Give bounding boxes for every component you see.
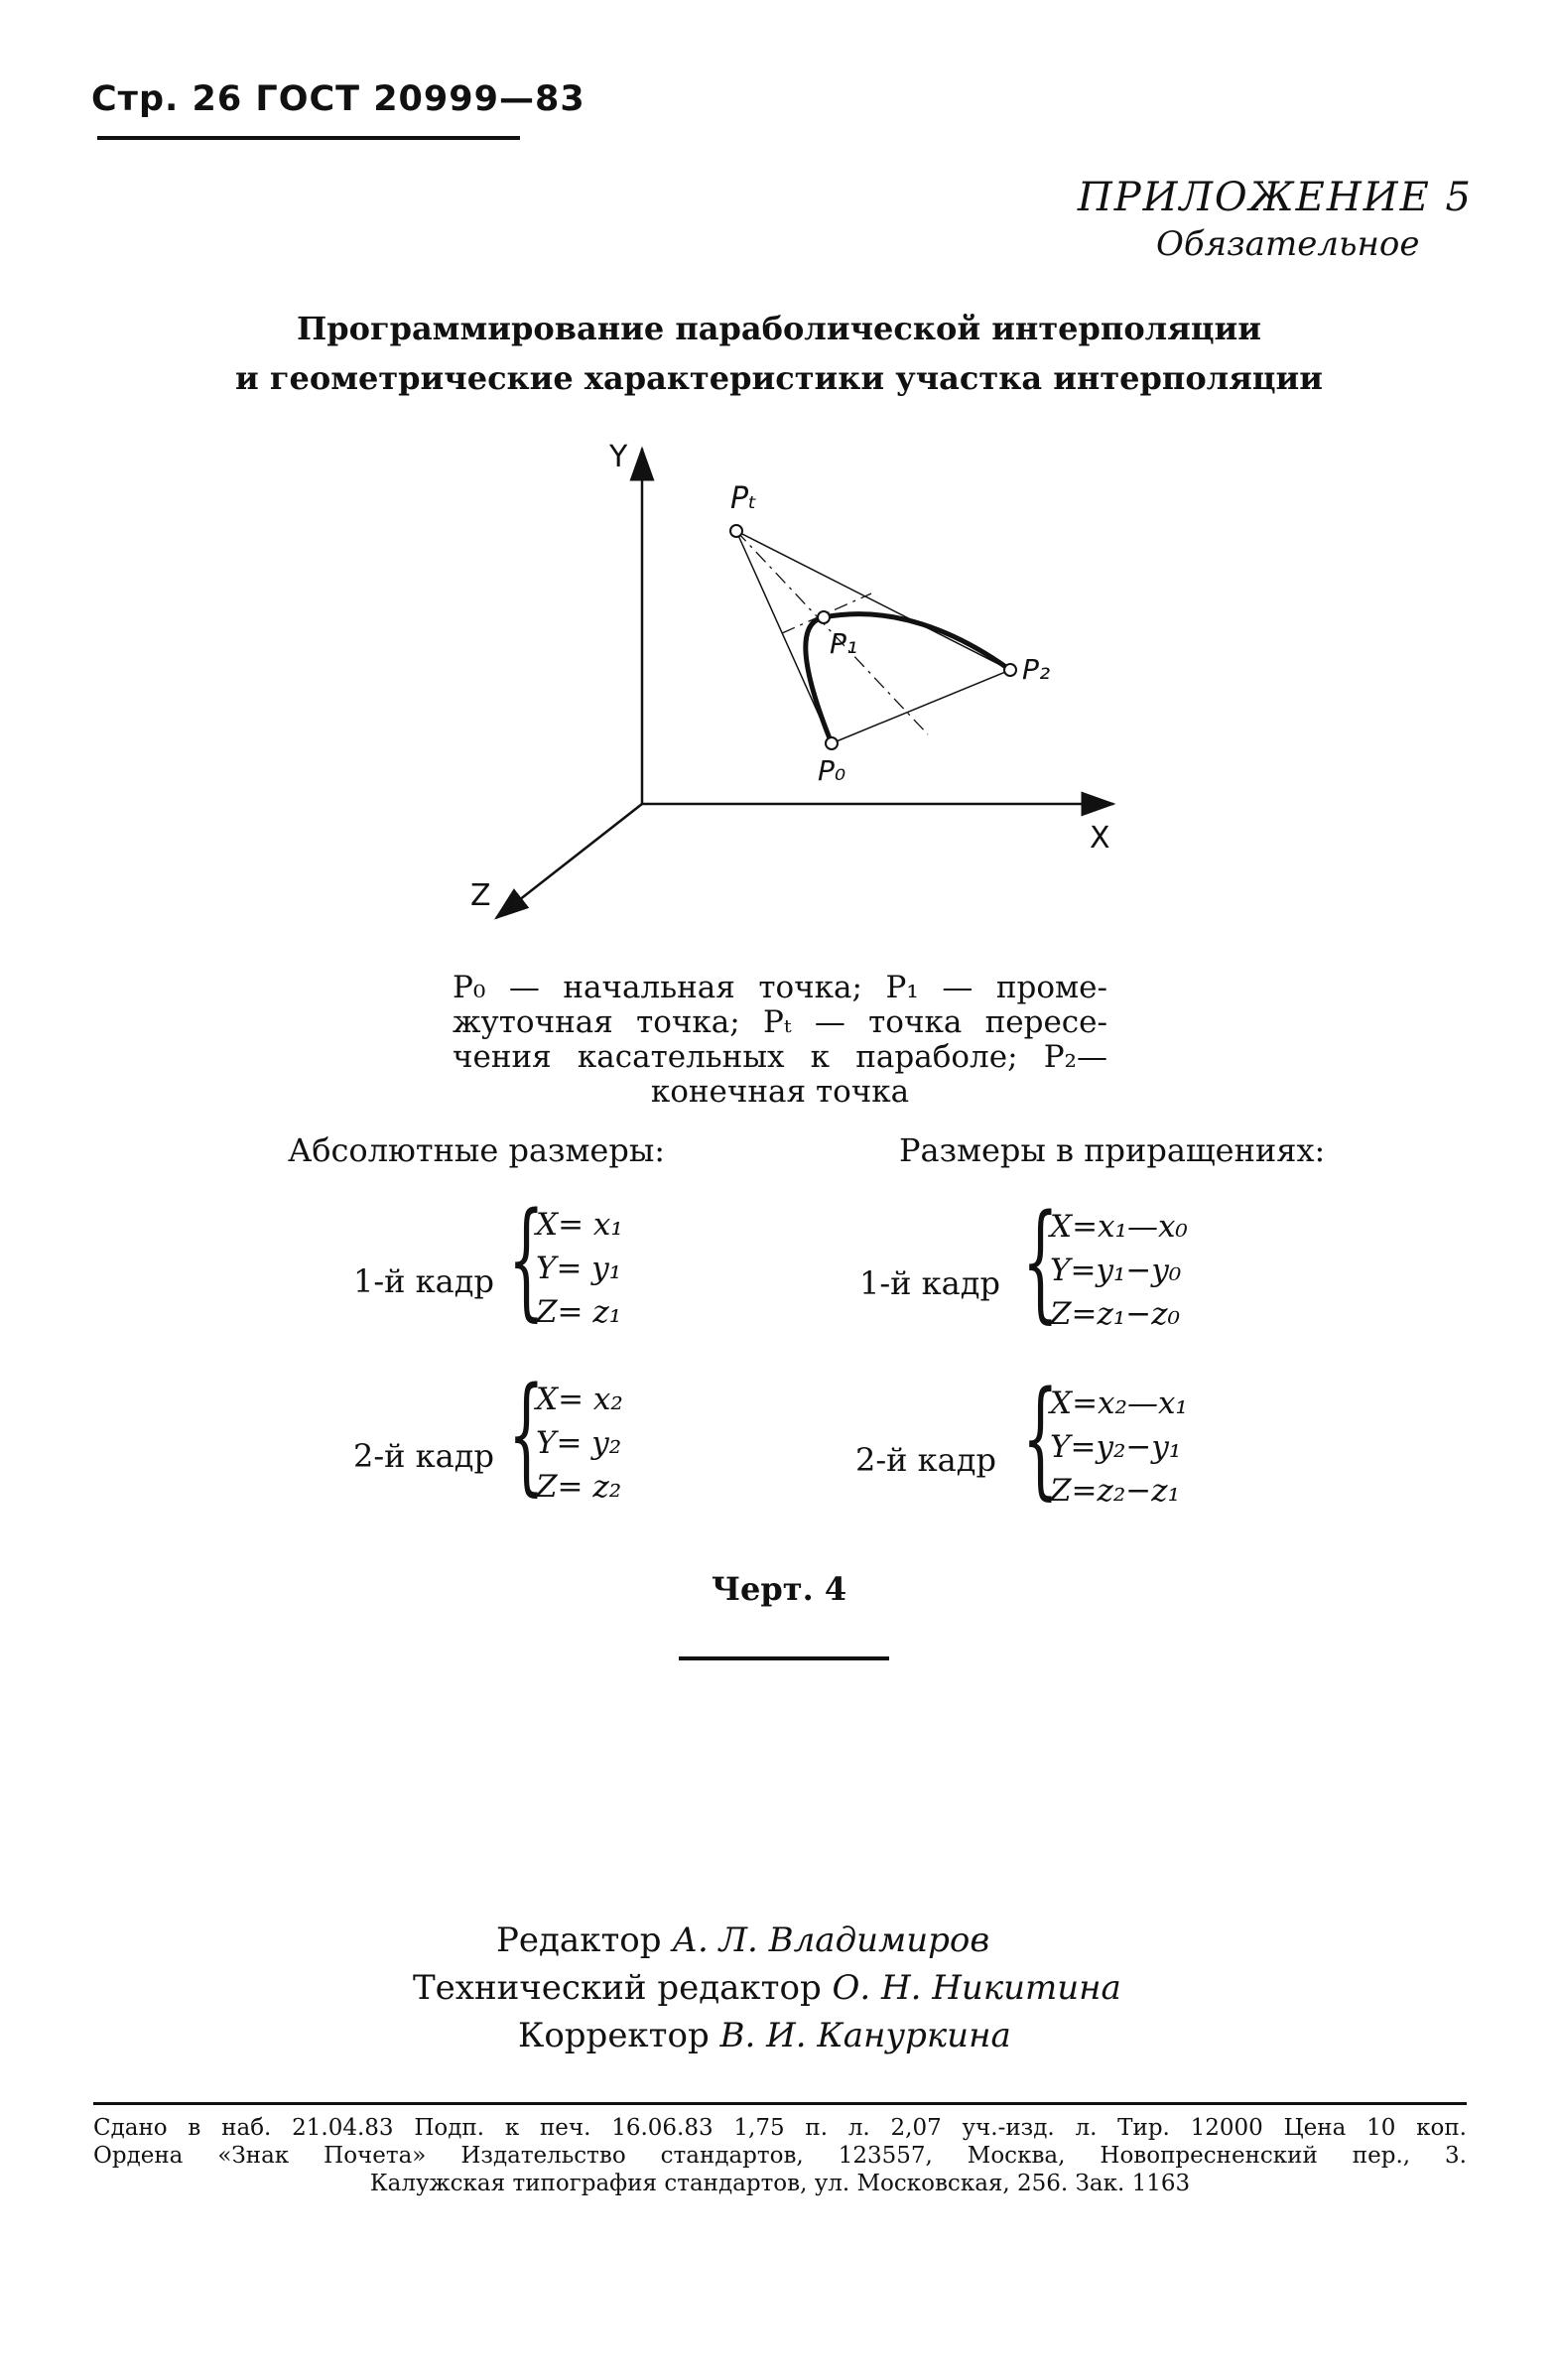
credit-tech-editor	[413, 1968, 1121, 2008]
section-title-line-1: Программирование параболической интерполяции	[297, 310, 1261, 347]
credit-proof-name: В. И. Кануркина	[719, 2016, 1011, 2055]
inc-frame1-x: X=x₁—x₀	[1050, 1209, 1188, 1245]
abs-frame1-equations	[536, 1203, 623, 1334]
inc-frame1-label: 1-й кадр	[859, 1264, 1000, 1302]
caption-line-4: конечная точка	[650, 1074, 910, 1110]
abs-frame1-brace: {	[508, 1186, 545, 1334]
abs-frame2-label: 2-й кадр	[353, 1437, 494, 1475]
tangent-pt-p2	[736, 531, 1010, 670]
appendix-subtitle: Обязательное	[1156, 224, 1420, 264]
imprint-rule	[93, 2102, 1467, 2105]
imprint-line-1: Сдано в наб. 21.04.83 Подп. к печ. 16.06.83 1,75 п. л. 2,07 уч.-изд. л. Тир. 12000 Цена 10 коп.	[93, 2115, 1467, 2141]
inc-frame2-y: Y=y₂−y₁	[1050, 1429, 1182, 1465]
inc-frame1-y: Y=y₁−y₀	[1050, 1253, 1182, 1288]
imprint-line-3: Калужская типография стандартов, ул. Московская, 256. Зак. 1163	[369, 2171, 1191, 2196]
inc-frame2-label: 2-й кадр	[855, 1441, 996, 1479]
abs-frame2-y: Y= y₂	[536, 1425, 622, 1461]
credit-editor-name: А. Л. Владимиров	[672, 1920, 990, 1960]
point-p2-marker	[1004, 664, 1016, 676]
appendix-title: ПРИЛОЖЕНИЕ 5	[1077, 175, 1473, 220]
point-p1-marker	[818, 611, 830, 623]
abs-frame1-label: 1-й кадр	[353, 1262, 494, 1300]
abs-frame1-y: Y= y₁	[536, 1251, 622, 1286]
figure-label: Черт. 4	[711, 1570, 847, 1608]
figure-rule	[679, 1656, 889, 1660]
section-title-line-2: и геометрические характеристики участка интерполяции	[235, 359, 1323, 397]
caption-line-1: P₀ — начальная точка; P₁ — проме-	[453, 970, 1107, 1005]
point-p0-label: P₀	[818, 754, 846, 787]
inc-frame1-equations	[1050, 1205, 1188, 1336]
inc-frame2-x: X=x₂—x₁	[1050, 1386, 1188, 1421]
inc-frame2-z: Z=z₂−z₁	[1050, 1473, 1181, 1509]
header-rule	[97, 136, 520, 140]
credit-tech-role: Технический редактор	[413, 1968, 822, 2008]
axis-x-label: X	[1090, 821, 1110, 856]
incremental-heading: Размеры в приращениях:	[899, 1131, 1326, 1169]
inc-frame1-brace: {	[1022, 1188, 1059, 1336]
abs-frame2-equations	[536, 1378, 623, 1509]
abs-frame1-x: X= x₁	[536, 1207, 623, 1243]
axis-z-label: Z	[470, 878, 491, 913]
point-p0-marker	[826, 737, 838, 749]
credit-tech-name: О. Н. Никитина	[832, 1968, 1121, 2008]
diagram-caption	[453, 971, 1107, 1110]
credit-proofreader	[518, 2016, 1011, 2055]
credit-proof-role: Корректор	[518, 2016, 710, 2055]
credit-editor-role: Редактор	[496, 1920, 662, 1960]
inc-frame2-brace: {	[1022, 1365, 1059, 1513]
abs-frame2-z: Z= z₂	[536, 1469, 622, 1505]
credit-editor	[496, 1920, 989, 1960]
caption-line-2: жуточная точка; Pₜ — точка пересе-	[453, 1004, 1107, 1040]
inc-frame1-z: Z=z₁−z₀	[1050, 1296, 1181, 1332]
absolute-heading: Абсолютные размеры:	[288, 1131, 666, 1169]
inc-frame2-equations	[1050, 1382, 1188, 1513]
abs-frame2-brace: {	[508, 1361, 545, 1509]
imprint-line-2: Ордена «Знак Почета» Издательство стандартов, 123557, Москва, Новопресненский пер., 3.	[93, 2143, 1467, 2169]
point-p1-label: P₁	[830, 627, 858, 660]
abs-frame1-z: Z= z₁	[536, 1294, 622, 1330]
page-header: Стр. 26 ГОСТ 20999—83	[91, 79, 585, 119]
axis-y-label: Y	[609, 440, 628, 474]
caption-line-3: чения касательных к параболе; P₂—	[453, 1039, 1107, 1075]
point-pt-marker	[730, 525, 742, 537]
interpolation-diagram	[466, 427, 1141, 943]
imprint-block	[93, 2114, 1467, 2197]
chord-p0-p2	[832, 670, 1010, 743]
z-axis	[496, 804, 642, 918]
point-p2-label: P₂	[1022, 653, 1051, 686]
point-pt-label: Pₜ	[730, 481, 757, 516]
abs-frame2-x: X= x₂	[536, 1382, 623, 1417]
